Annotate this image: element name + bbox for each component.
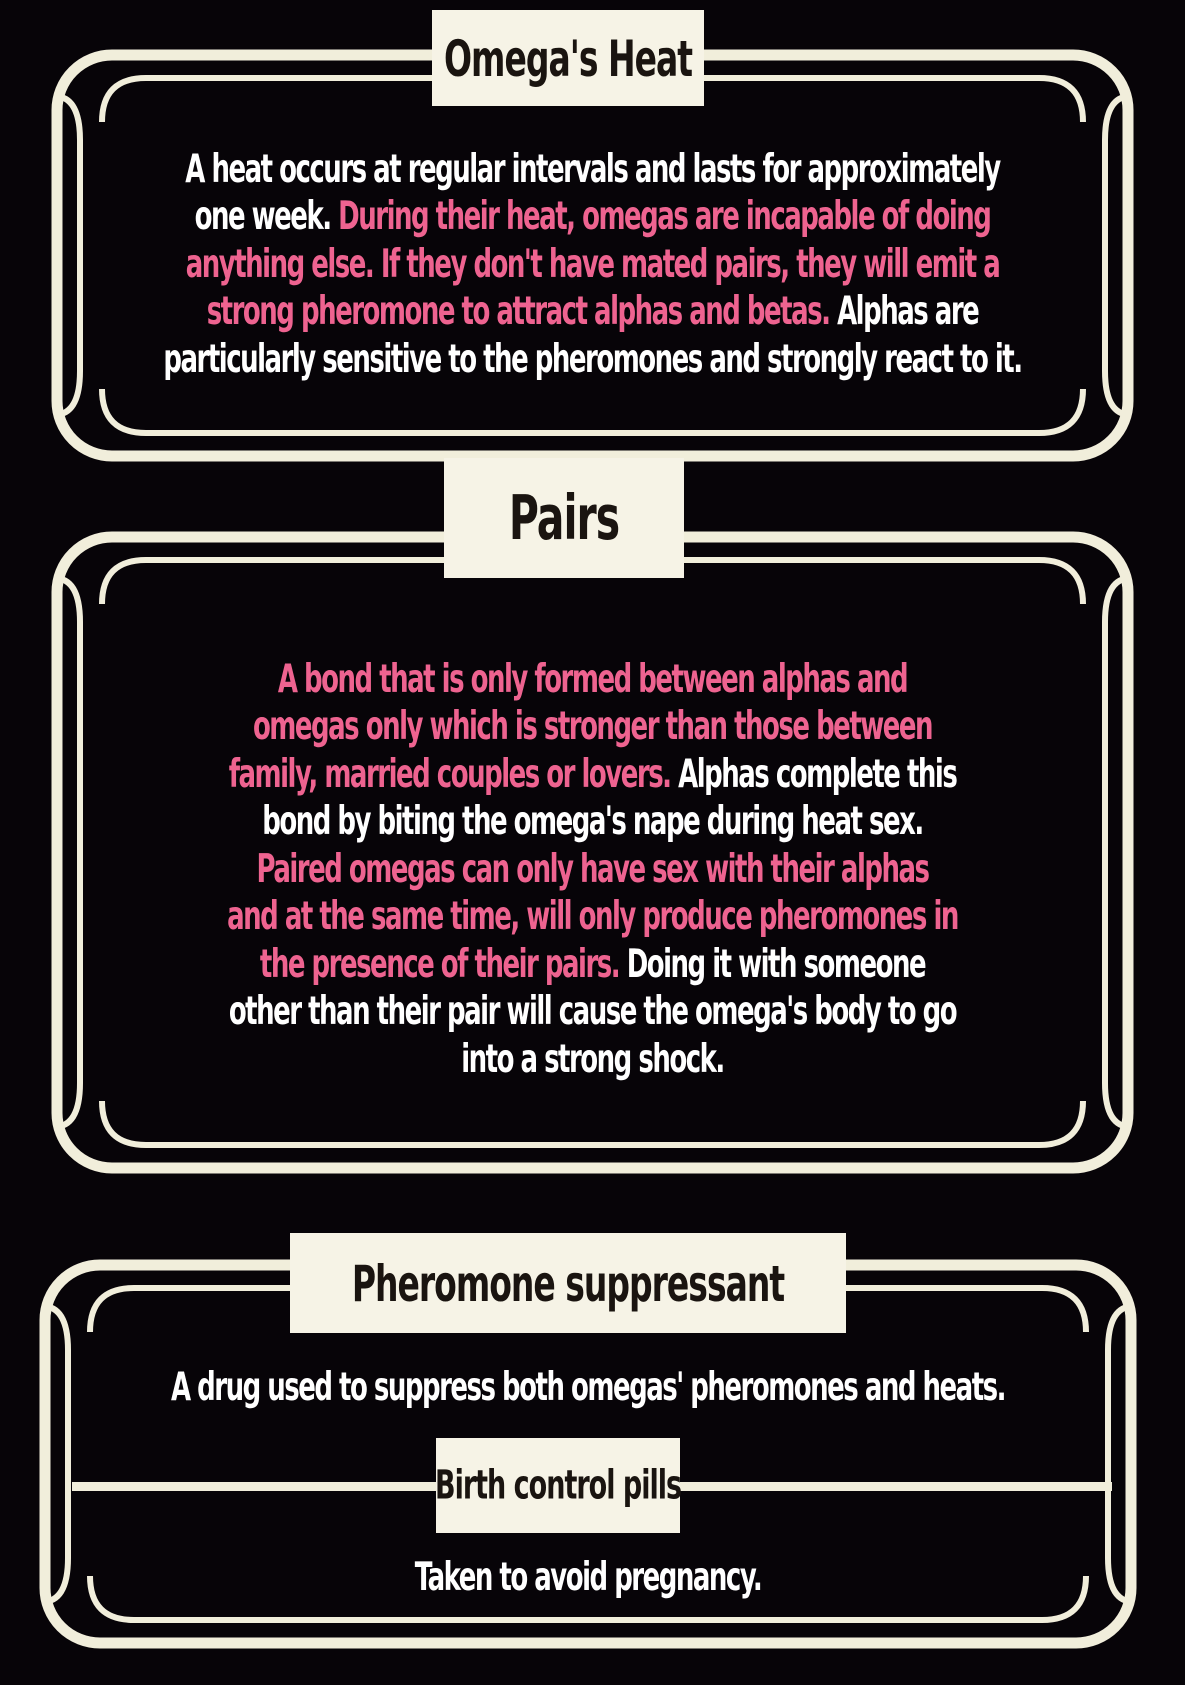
- text-segment-white: one week.: [194, 194, 339, 240]
- omegas-heat-body-text: [50, 146, 1135, 384]
- pairs-title: Pairs: [508, 482, 620, 554]
- text-line: [50, 194, 1135, 242]
- text-segment-white: into a strong shock.: [461, 1037, 724, 1083]
- text-segment-white: Taken to avoid pregnancy.: [414, 1555, 762, 1601]
- text-segment-pink: the presence of their pairs.: [259, 942, 627, 988]
- text-segment-white: A drug used to suppress both omegas' pheromones and heats.: [170, 1365, 1006, 1411]
- text-line: [50, 989, 1135, 1037]
- text-line: [50, 799, 1135, 847]
- birth-control-pills-body-text: [38, 1554, 1138, 1602]
- birth-control-pills-title-box: [436, 1438, 680, 1533]
- text-segment-white: A heat occurs at regular intervals and lasts for approximately: [185, 147, 1000, 193]
- omegas-heat-title: Omega's Heat: [444, 28, 692, 88]
- birth-control-pills-title: Birth control pills: [434, 1462, 682, 1509]
- text-line: [50, 941, 1135, 989]
- text-line: [50, 751, 1135, 799]
- text-segment-pink: strong pheromone to attract alphas and betas.: [206, 289, 838, 335]
- text-segment-pink: omegas only which is stronger than those between: [252, 704, 933, 750]
- text-segment-white: Alphas are: [837, 289, 979, 335]
- pheromone-suppressant-title: Pheromone suppressant: [351, 1253, 785, 1313]
- text-line: [50, 336, 1135, 384]
- pheromone-suppressant-title-box: [290, 1233, 846, 1333]
- text-line: [50, 289, 1135, 337]
- omegas-heat-title-box: [432, 10, 704, 106]
- text-line: [50, 704, 1135, 752]
- text-line: [38, 1364, 1138, 1412]
- text-segment-white: Alphas complete this: [678, 752, 957, 798]
- text-segment-white: other than their pair will cause the omega's body to go: [228, 989, 957, 1035]
- text-line: [50, 846, 1135, 894]
- pairs-title-box: [444, 458, 684, 578]
- text-line: [50, 894, 1135, 942]
- text-segment-pink: anything else. If they don't have mated pairs, they will emit a: [185, 242, 1000, 288]
- text-line: [50, 146, 1135, 194]
- text-line: [50, 241, 1135, 289]
- text-segment-white: Doing it with someone: [626, 942, 926, 988]
- text-segment-pink: Paired omegas can only have sex with their alphas: [256, 847, 929, 893]
- text-segment-pink: family, married couples or lovers.: [228, 752, 679, 798]
- pheromone-suppressant-body-text: [38, 1364, 1138, 1412]
- text-line: [50, 1036, 1135, 1084]
- text-line: [50, 656, 1135, 704]
- text-segment-pink: During their heat, omegas are incapable of doing: [338, 194, 991, 240]
- text-segment-pink: and at the same time, will only produce pheromones in: [227, 894, 958, 940]
- text-line: [38, 1554, 1138, 1602]
- pairs-body-text: [50, 656, 1135, 1084]
- text-segment-pink: A bond that is only formed between alphas and: [277, 657, 908, 703]
- text-segment-white: bond by biting the omega's nape during heat sex.: [262, 799, 923, 845]
- text-segment-white: particularly sensitive to the pheromones and strongly react to it.: [163, 337, 1022, 383]
